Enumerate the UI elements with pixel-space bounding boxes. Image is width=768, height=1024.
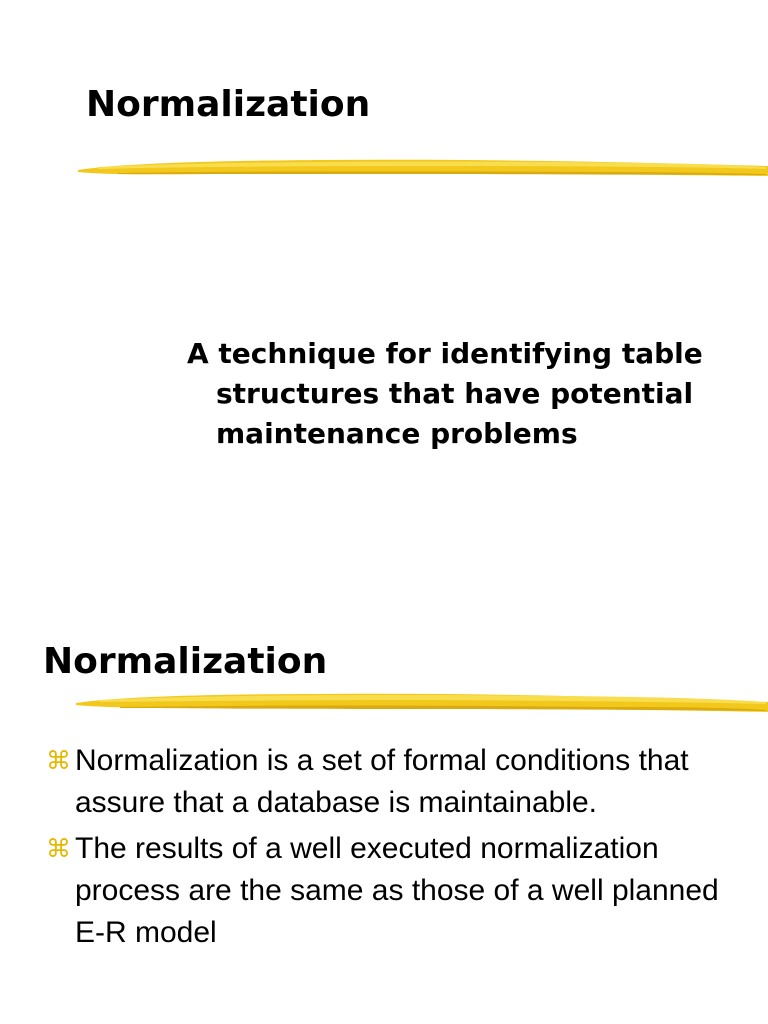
slide-1-title-underline xyxy=(78,152,768,186)
slide-2-title-underline xyxy=(76,686,768,720)
slide-2-title: Normalization xyxy=(43,641,328,682)
bullet-item xyxy=(46,740,746,824)
bullet-list xyxy=(46,740,746,958)
slide-1-title: Normalization xyxy=(86,84,371,125)
bullet-item xyxy=(46,828,746,954)
command-key-icon: ⌘ xyxy=(46,834,71,863)
definition-text: A technique for identifying table structures that have potential maintenance problems xyxy=(187,337,703,450)
bullet-text: Normalization is a set of formal conditions that assure that a database is maintainable. xyxy=(75,744,689,819)
slide-2 xyxy=(0,512,768,1024)
command-key-icon: ⌘ xyxy=(46,746,71,775)
bullet-text: The results of a well executed normalization process are the same as those of a well planned E-R model xyxy=(75,832,719,949)
